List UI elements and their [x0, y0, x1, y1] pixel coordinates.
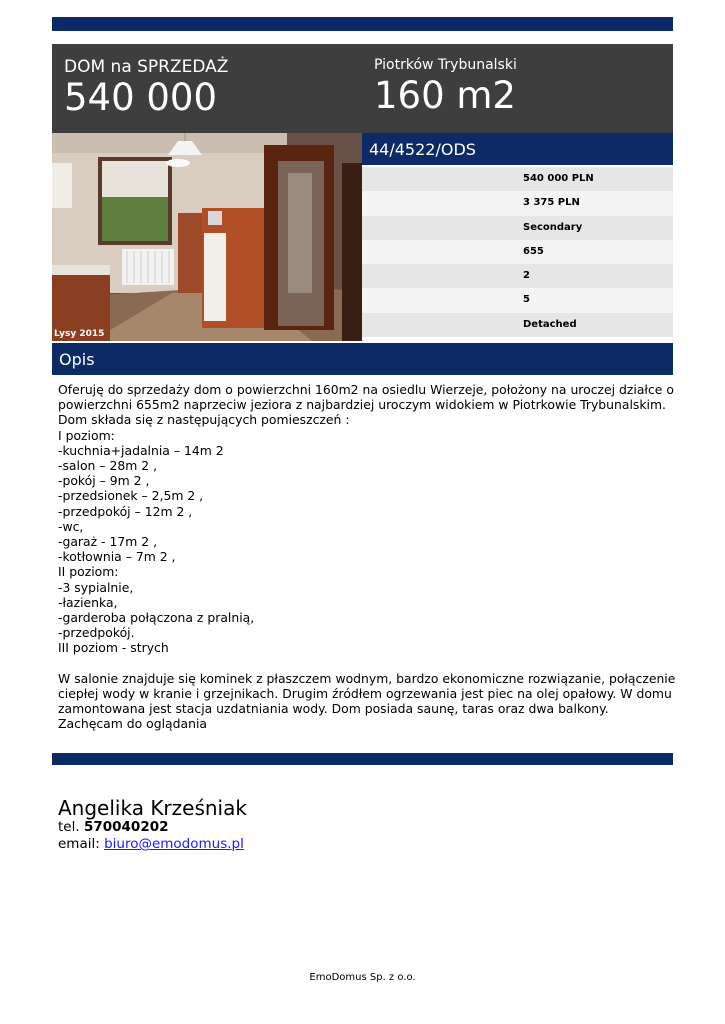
detail-row — [362, 167, 673, 191]
description-line: zamontowana jest stacja uzdatniania wody. Dom posiada saunę, taras oraz dwa balkony. — [58, 701, 609, 717]
property-photo — [52, 133, 362, 341]
description-line: Zachęcam do oglądania — [58, 716, 207, 732]
listing-hero — [52, 44, 673, 133]
description-line: -łazienka, — [58, 594, 118, 610]
detail-row — [362, 240, 673, 264]
agent-email-line — [58, 836, 244, 852]
agent-name: Angelika Krześniak — [58, 796, 247, 820]
divider-bar — [52, 753, 673, 765]
photo-watermark: Lysy 2015 — [54, 329, 105, 339]
description-line: -przedpokój – 12m 2 , — [58, 503, 193, 519]
description-line: -kuchnia+jadalnia – 14m 2 — [58, 442, 224, 458]
description-line: -przedpokój. — [58, 625, 135, 641]
property-area: 160 m2 — [374, 74, 516, 117]
reference-number: 44/4522/ODS — [369, 140, 476, 159]
description-line: I poziom: — [58, 427, 115, 443]
detail-value: 2 — [523, 270, 530, 282]
detail-value: 3 375 PLN — [523, 197, 580, 209]
detail-value: 655 — [523, 245, 544, 257]
phone-number[interactable]: 570040202 — [83, 819, 169, 835]
detail-value: 5 — [523, 294, 530, 306]
email-label: email: — [58, 836, 100, 852]
description-line: -przedsionek – 2,5m 2 , — [58, 488, 204, 504]
detail-value: 540 000 PLN — [523, 173, 594, 184]
description-line: -pokój – 9m 2 , — [58, 473, 150, 489]
detail-row — [362, 264, 673, 288]
description-line: -kotłownia – 7m 2 , — [58, 549, 176, 565]
description-spacer — [58, 656, 670, 671]
description-line: -garderoba połączona z pralnią, — [58, 610, 255, 626]
description-line: W salonie znajduje się kominek z płaszczem wodnym, bardzo ekonomiczne rozwiązanie, połączenie — [58, 670, 676, 686]
hero-price: 540 000 — [64, 76, 218, 119]
description-line: -3 sypialnie, — [58, 579, 134, 595]
description-line: III poziom - strych — [58, 640, 169, 656]
agent-phone-line — [58, 819, 169, 835]
detail-row — [362, 216, 673, 240]
detail-value: Detached — [523, 318, 577, 330]
description-text — [58, 382, 676, 732]
email-link[interactable]: biuro@emodomus.pl — [104, 836, 244, 852]
details-table — [362, 167, 673, 337]
detail-row — [362, 288, 673, 312]
detail-value: Secondary — [523, 221, 583, 233]
reference-bar — [362, 133, 673, 165]
property-type: DOM na SPRZEDAŻ — [64, 57, 229, 77]
property-city: Piotrków Trybunalski — [374, 57, 517, 73]
description-line: powierzchni 655m2 naprzeciw jeziora z najbardziej uroczym widokiem w Piotrkowie Trybunalskim. — [58, 397, 666, 413]
description-heading-bar — [52, 343, 673, 375]
top-banner-bar — [52, 17, 673, 31]
description-line: -salon – 28m 2 , — [58, 458, 158, 474]
description-line: II poziom: — [58, 564, 119, 580]
footer-company: EmoDomus Sp. z o.o. — [309, 972, 416, 983]
detail-row — [362, 191, 673, 215]
description-line: Dom składa się z następujących pomieszczeń : — [58, 412, 350, 428]
description-line: -garaż - 17m 2 , — [58, 534, 158, 550]
phone-label: tel. — [58, 819, 80, 835]
description-heading: Opis — [59, 350, 95, 369]
detail-row — [362, 313, 673, 337]
description-line: ciepłej wody w kranie i grzejnikach. Drugim źródłem ogrzewania jest piec na olej opałowy. W domu — [58, 686, 672, 702]
description-line: Oferuję do sprzedaży dom o powierzchni 160m2 na osiedlu Wierzeje, położony na uroczej działce o — [58, 382, 674, 397]
description-line: -wc, — [58, 518, 84, 534]
